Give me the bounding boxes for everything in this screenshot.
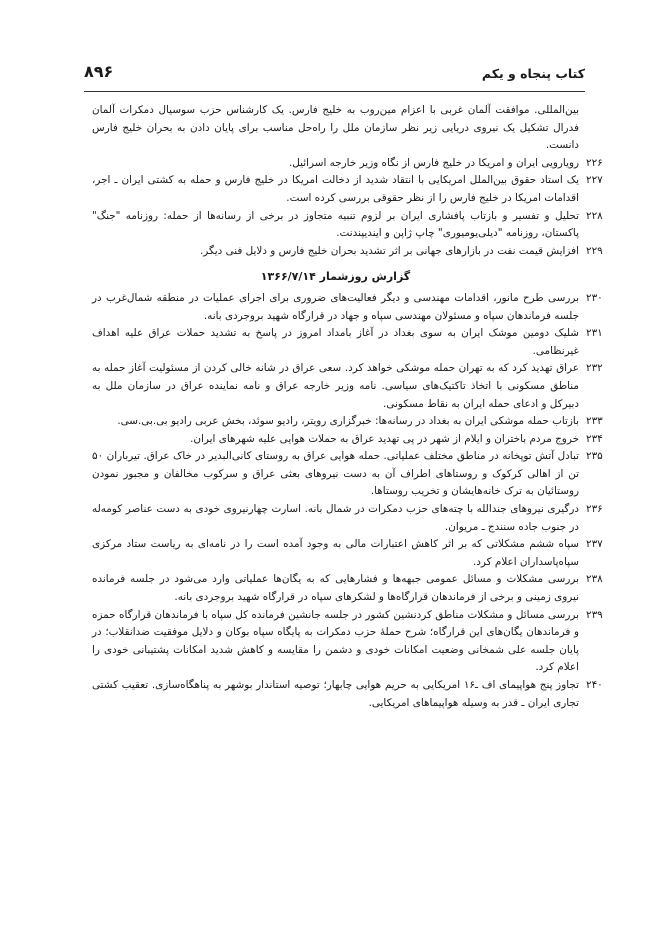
item-number: ۲۳۵: [586, 450, 603, 463]
list-item: [92, 172, 603, 207]
list-item: [92, 413, 603, 431]
page-content: [92, 102, 603, 712]
list-item: [92, 677, 603, 712]
list-item: [92, 607, 603, 677]
item-number: ۲۲۷: [586, 174, 603, 187]
item-number: ۲۳۶: [586, 503, 603, 516]
item-text: تحلیل و تفسیر و بازتاب پافشاری ایران بر لزوم تنبیه متجاوز در برخی از رسانه‌ها از حمله: روزنامه "جنگ" پاکستان، روزنامه "دیلی‌یومیوری" چاپ ژاپن و ایندیپندنت.: [92, 209, 579, 240]
item-number: ۲۳۹: [586, 608, 603, 621]
item-text: افزایش قیمت نفت در بازارهای جهانی بر اثر تشدید بحران خلیج فارس و دلایل فنی دیگر.: [199, 244, 579, 257]
item-number: ۲۲۶: [586, 156, 603, 169]
item-text: عراق تهدید کرد که به تهران حمله موشکی خواهد کرد. سعی عراق در شانه خالی کردن از مسئولیت آغاز حمله به مناطق مسکونی با اتخاذ تاکتیک‌های سیاسی. نامه وزیر خارجه عراق و نامه نماینده عراق در سازمان ملل به دبیرکل و ادعای حمله ایران به نقاط مسکونی.: [92, 362, 579, 410]
item-text: بررسی مسائل و مشکلات مناطق کردنشین کشور در جلسه جانشین فرمانده کل سپاه با فرماندهان قرارگاه حمزه و فرماندهان یگان‌های این قرارگاه؛ شرح حملهٔ حزب دمکرات به پایگاه سپاه بوکان و دلایل موفقیت ضدانقلاب؛ در پایان جلسه علی شمخانی وضعیت امکانات خودی و دشمن را مقایسه و کاهش شدید امکانات پشتیبانی خودی را اعلام کرد.: [92, 608, 579, 674]
list-item: [92, 431, 603, 449]
header-rule: [84, 91, 585, 92]
item-text: بررسی مشکلات و مسائل عمومی جبهه‌ها و فشارهایی که به یگان‌ها عملیاتی وارد می‌شود در جلسه فرمانده نیروی زمینی و برخی از فرماندهان قرارگاه‌ها و لشکرهای سپاه در قرارگاه شهید بروجردی بانه.: [92, 573, 579, 604]
list-item: [92, 208, 603, 243]
list-item: [92, 448, 603, 501]
item-number: ۲۳۴: [586, 432, 603, 445]
item-number: ۲۳۸: [586, 573, 603, 586]
list-item: [92, 155, 603, 173]
list-item: [92, 536, 603, 571]
list-item: [92, 243, 603, 261]
item-number: ۲۲۸: [586, 209, 603, 222]
item-text: یک استاد حقوق بین‌الملل امریکایی با انتقاد شدید از دخالت امریکا در خلیج فارس و حمله به کشتی ایران ـ اجر، اقدامات امریکا در خلیج فارس را از نظر حقوقی بررسی کرده است.: [92, 174, 579, 204]
item-number: ۲۳۳: [586, 415, 603, 428]
item-text: سپاه ششم مشکلاتی که بر اثر کاهش اعتبارات مالی به وجود آمده است را در نامه‌ای به ریاست ستاد مرکزی سپاه‌پاسداران اعلام کرد.: [92, 538, 579, 568]
item-list-a: [92, 155, 603, 261]
item-number: ۲۲۹: [586, 244, 603, 257]
item-number: ۲۴۰: [586, 679, 603, 691]
list-item: [92, 501, 603, 536]
item-number: ۲۳۰: [586, 291, 603, 304]
item-text: تجاوز پنج هواپیمای اف ـ۱۶ امریکایی به حریم هوایی چابهار؛ توصیه استاندار بوشهر به پناهگاه‌سازی. تعقیب کشتی تجاری ایران ـ قدر به وسیله هواپیماهای امریکایی.: [92, 679, 579, 709]
item-text: خروج مردم باختران و ایلام از شهر در پی تهدید عراق به حملات هوایی علیه شهرهای ایران.: [190, 432, 579, 445]
intro-paragraph: بین‌المللی. موافقت آلمان غربی با اعزام مین‌روب به خلیج فارس. یک کارشناس حزب سوسیال دمکرات آلمان فدرال تشکیل یک نیروی دریایی زیر نظر سازمان ملل را راه‌حل مناسب برای پایان دادن به بحران خلیج فارس دانست.: [92, 104, 579, 152]
page-number: ۸۹۶: [84, 62, 114, 81]
list-item: [92, 325, 603, 360]
item-number: ۲۳۲: [586, 362, 603, 375]
list-item: [92, 360, 603, 413]
page-header: [84, 62, 585, 92]
item-text: شلیک دومین موشک ایران به سوی بغداد در آغاز بامداد امروز در پاسخ به تشدید حملات عراق علیه اهداف غیرنظامی.: [92, 327, 579, 357]
section-heading: گزارش روزشمار ۱۳۶۶/۷/۱۴: [260, 270, 411, 284]
item-list-b: [92, 290, 603, 712]
list-item: [92, 290, 603, 325]
book-title: کتاب پنجاه و یکم: [481, 66, 585, 81]
item-text: بازتاب حمله موشکی ایران به بغداد در رسانه‌ها: خبرگزاری رویتر، رادیو سوئد، بخش عربی رادیو بی.بی.سی.: [117, 415, 579, 428]
item-text: رویارویی ایران و امریکا در خلیج فارس از نگاه وزیر خارجه اسرائیل.: [288, 156, 579, 169]
item-text: تبادل آتش توپخانه در مناطق مختلف عملیاتی. حمله هوایی عراق به روستای کانی‌البدیر در خاک عراق. تیرباران ۵۰ تن از اهالی کرکوک و روستاهای اطراف آن به دست نیروهای بعثی عراق و سرکوب مخالفان و مجبور نمودن روستائیان به ترک خانه‌هایشان و تخریب روستاها.: [92, 450, 579, 498]
item-number: ۲۳۱: [586, 327, 603, 340]
list-item: [92, 571, 603, 606]
item-text: درگیری نیروهای جندالله با چته‌های حزب دمکرات در شمال بانه. اسارت چهارنیروی خودی به دست عناصر کومه‌له در جنوب جاده سنندج ـ مریوان.: [92, 503, 579, 533]
item-text: بررسی طرح مانور، اقدامات مهندسی و دیگر فعالیت‌های ضروری برای اجرای عملیات در منطقه شمال‌غرب در جلسه فرماندهان سپاه و مسئولان مهندسی سپاه و جهاد در قرارگاه شهید بروجردی بانه.: [92, 291, 579, 322]
item-number: ۲۳۷: [586, 538, 603, 551]
